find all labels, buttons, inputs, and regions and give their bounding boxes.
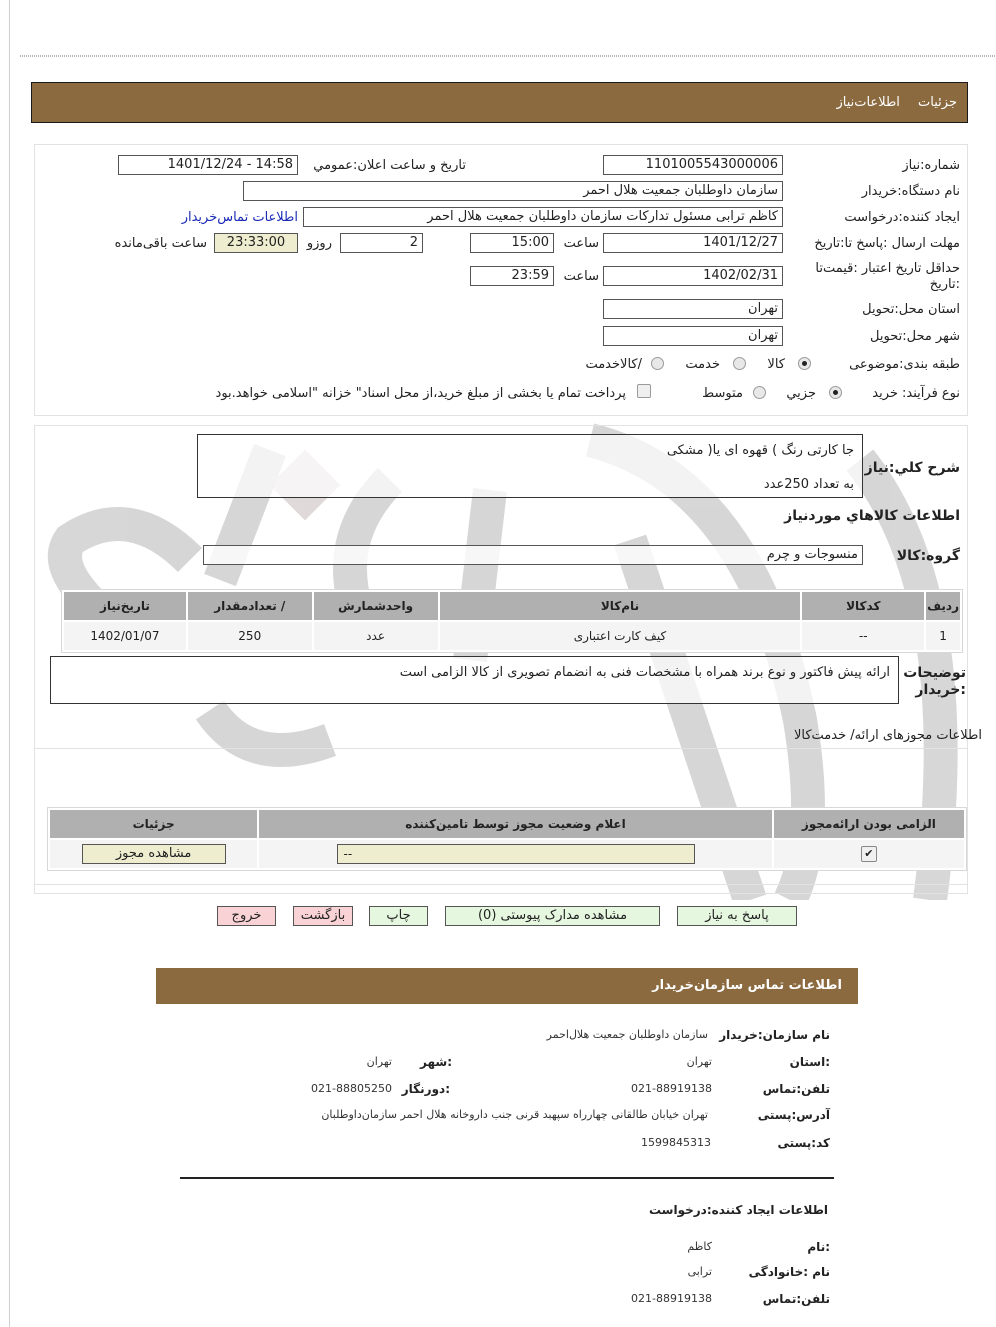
buyer-org-label: نام دستگاه:خریدار bbox=[861, 184, 960, 199]
contact-org-value: سازمان داوطلبان جمعیت هلال‌احمر bbox=[546, 1028, 708, 1041]
validity-label: حداقل تاریخ اعتبار :قیمت‌تا bbox=[815, 261, 960, 276]
days-remaining-field: 2 bbox=[340, 233, 423, 253]
creator-field: کاظم ترابی مسئول تدارکات سازمان داوطلبان جمعیت هلال احمر bbox=[303, 207, 783, 227]
description-label: شرح کلي:نیاز bbox=[864, 460, 960, 476]
contact-header-bar bbox=[156, 968, 858, 1004]
category-service-label: خدمت bbox=[685, 357, 720, 372]
view-permit-button[interactable]: مشاهده مجوز bbox=[82, 844, 226, 864]
treasury-checkbox[interactable] bbox=[637, 384, 651, 398]
permit-status-field[interactable]: -- bbox=[337, 844, 695, 864]
buyer-contact-link[interactable]: اطلاعات تماس‌خریدار bbox=[181, 210, 298, 225]
items-table-header bbox=[64, 592, 960, 620]
contact-city-value: تهران bbox=[366, 1055, 392, 1068]
creator-label: ایجاد کننده:درخواست bbox=[844, 210, 960, 225]
page-header-bar bbox=[31, 82, 968, 123]
tab-details[interactable]: جزئیات bbox=[918, 95, 957, 110]
contact-address-value: تهران خیابان طالقانی چهارراه سپهبد قرنی جنب داروخانه هلال احمر سازمان‌داوطلبان bbox=[321, 1108, 708, 1121]
table-row bbox=[64, 622, 960, 650]
announce-label: تاریخ و ساعت اعلان:عمومي bbox=[313, 158, 466, 173]
print-button[interactable]: چاپ bbox=[369, 906, 428, 926]
contact-address-label: آدرس:پستی bbox=[757, 1108, 830, 1122]
back-button[interactable]: بازگشت bbox=[293, 906, 353, 926]
validity-time-field: 23:59 bbox=[470, 266, 554, 286]
need-number-field: 1101005543000006 bbox=[603, 155, 783, 175]
category-goods-label: کالا bbox=[767, 357, 785, 372]
cell-unit: عدد bbox=[314, 622, 438, 650]
buyer-notes-label-2: :خریدار bbox=[915, 682, 966, 698]
category-radio-goods-service[interactable] bbox=[651, 357, 664, 370]
col-code: کدکالا bbox=[802, 592, 924, 620]
buyer-notes-text: ارائه پیش فاکتور و نوع برند همراه با مشخصات فنی به انضمام تصویری از کالا الزامی است bbox=[399, 665, 890, 680]
exit-button[interactable]: خروج bbox=[217, 906, 276, 926]
creator-name-value: کاظم bbox=[687, 1240, 712, 1253]
days-label: روزو bbox=[306, 236, 332, 251]
category-radio-goods[interactable] bbox=[798, 357, 811, 370]
deadline-time-label: ساعت bbox=[563, 236, 599, 251]
remaining-time-field: 23:33:00 bbox=[214, 233, 298, 253]
city-label: شهر محل:تحویل bbox=[870, 329, 960, 344]
goods-group-label: گروه:کالا bbox=[896, 548, 960, 564]
deadline-time-field: 15:00 bbox=[470, 233, 554, 253]
treasury-note: پرداخت تمام یا بخشی از مبلغ خرید،از محل اسناد" خزانه "اسلامی خواهد.بود bbox=[215, 386, 626, 401]
contact-title: اطلاعات تماس سازمان‌خریدار bbox=[652, 978, 842, 993]
validity-label-2: :تاریخ bbox=[929, 277, 960, 292]
contact-org-label: نام سازمان:خریدار bbox=[719, 1028, 830, 1042]
category-goods-service-label: /کالاخدمت bbox=[585, 357, 642, 372]
description-box bbox=[197, 434, 863, 498]
cell-quantity: 250 bbox=[188, 622, 312, 650]
contact-postal-label: کد:پستی bbox=[777, 1136, 830, 1150]
table-row bbox=[50, 840, 964, 868]
creator-family-value: ترابی bbox=[687, 1265, 712, 1278]
contact-fax-label: :دورنگار bbox=[401, 1082, 450, 1096]
cell-name: کیف کارت اعتباری bbox=[440, 622, 801, 650]
province-field: تهران bbox=[603, 299, 783, 319]
buyer-notes-box bbox=[50, 656, 899, 704]
reply-button[interactable]: پاسخ به نیاز bbox=[677, 906, 797, 926]
category-label: طبقه بندی:موضوعی bbox=[849, 357, 960, 372]
creator-family-label: نام :خانوادگی bbox=[748, 1265, 830, 1279]
process-label: نوع فرآیند: خرید bbox=[872, 386, 960, 401]
category-radio-service[interactable] bbox=[733, 357, 746, 370]
col-name: نام‌کالا bbox=[440, 592, 801, 620]
creator-info-title: اطلاعات ایجاد کننده:درخواست bbox=[648, 1203, 828, 1217]
cell-code: -- bbox=[802, 622, 924, 650]
permits-table bbox=[47, 807, 967, 871]
deadline-date-field: 1401/12/27 bbox=[603, 233, 783, 253]
permits-table-header bbox=[50, 810, 964, 838]
validity-date-field: 1402/02/31 bbox=[603, 266, 783, 286]
permit-required-checkbox[interactable]: ✔ bbox=[861, 846, 877, 862]
announce-datetime-field: 1401/12/24 - 14:58 bbox=[118, 155, 298, 175]
cell-permit-status bbox=[259, 840, 772, 868]
contact-phone-value: 021-88919138 bbox=[631, 1082, 712, 1095]
col-quantity: / تعدادمقدار bbox=[188, 592, 312, 620]
description-line-2: به تعداد 250عدد bbox=[763, 477, 854, 492]
col-unit: واحدشمارش bbox=[314, 592, 438, 620]
process-minor-label: جزيي bbox=[786, 386, 816, 401]
tab-need-info[interactable]: اطلاعات‌نیاز bbox=[836, 95, 900, 110]
left-border bbox=[9, 0, 10, 1327]
cell-permit-required bbox=[774, 840, 964, 868]
contact-fax-value: 021-88805250 bbox=[311, 1082, 392, 1095]
col-need-date: تاریخ‌نیاز bbox=[64, 592, 186, 620]
items-table bbox=[61, 589, 963, 653]
deadline-label: مهلت ارسال :پاسخ تا:تاریخ bbox=[814, 236, 960, 251]
col-permit-required: الزامی بودن ارائه‌مجوز bbox=[774, 810, 964, 838]
dotted-separator bbox=[20, 55, 996, 57]
col-row: ردیف bbox=[926, 592, 960, 620]
city-field: تهران bbox=[603, 326, 783, 346]
creator-phone-value: 021-88919138 bbox=[631, 1292, 712, 1305]
creator-name-label: :نام bbox=[807, 1240, 830, 1254]
contact-province-label: :استان bbox=[789, 1055, 830, 1069]
description-line-1: جا کارتی رنگ ) قهوه ای یا( مشکی bbox=[666, 443, 854, 458]
cell-permit-details bbox=[50, 840, 257, 868]
contact-divider bbox=[180, 1177, 834, 1179]
permits-title: اطلاعات مجوزهای ارائه/ خدمت‌کالا bbox=[793, 728, 982, 743]
view-attachments-button[interactable]: مشاهده مدارک پیوستی (0) bbox=[445, 906, 660, 926]
contact-phone-label: تلفن:تماس bbox=[762, 1082, 830, 1096]
cell-row: 1 bbox=[926, 622, 960, 650]
goods-group-field: منسوجات و چرم bbox=[203, 545, 863, 565]
process-radio-medium[interactable] bbox=[753, 386, 766, 399]
buyer-notes-label: توضیحات bbox=[903, 665, 966, 681]
need-number-label: شماره:نیاز bbox=[902, 158, 960, 173]
process-radio-minor[interactable] bbox=[829, 386, 842, 399]
remaining-time-label: ساعت باقی‌مانده bbox=[114, 236, 207, 251]
contact-province-value: تهران bbox=[686, 1055, 712, 1068]
contact-postal-value: 1599845313 bbox=[641, 1136, 711, 1149]
col-permit-details: جزئیات bbox=[50, 810, 257, 838]
contact-city-label: :شهر bbox=[420, 1055, 452, 1069]
process-medium-label: متوسط bbox=[702, 386, 743, 401]
province-label: استان محل:تحویل bbox=[862, 302, 960, 317]
creator-phone-label: تلفن:تماس bbox=[762, 1292, 830, 1306]
cell-need-date: 1402/01/07 bbox=[64, 622, 186, 650]
validity-time-label: ساعت bbox=[563, 269, 599, 284]
goods-info-title: اطلاعات کالاهاي موردنیاز bbox=[784, 508, 960, 524]
col-permit-status: اعلام وضعیت مجوز توسط تامین‌کننده bbox=[259, 810, 772, 838]
buyer-org-field: سازمان داوطلبان جمعیت هلال احمر bbox=[243, 181, 783, 201]
